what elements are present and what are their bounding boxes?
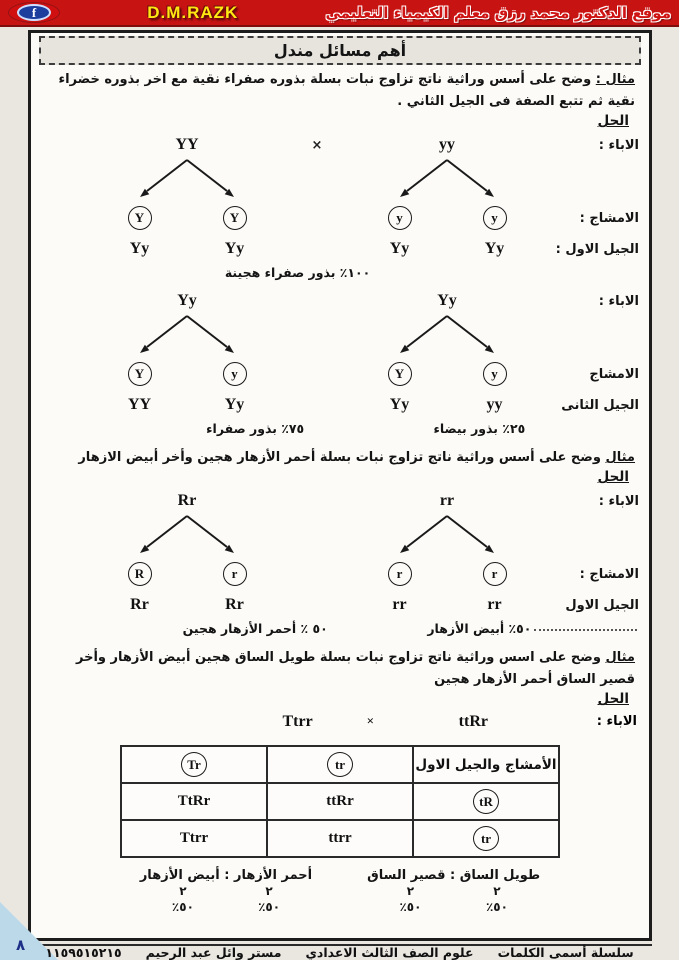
ratio-summary	[37, 868, 643, 915]
parent-genotype: YY	[175, 136, 199, 154]
example-3-text: مثال وضح على اسس وراثية ناتج تزاوج نبات بسلة طويل الساق هجين أبيض الأزهار وأخر قصير الساق أحمر الأزهار هجين	[76, 650, 635, 688]
table-cell: Ttrr	[121, 820, 267, 857]
ratio-item	[153, 884, 213, 915]
cross4-parents-row	[37, 711, 643, 737]
cross-diagram-3	[37, 489, 643, 621]
site-logo-text: D.M.RAZK	[147, 2, 239, 22]
footer-teacher: مستر وائل عبد الرحيم	[145, 945, 282, 960]
ratio-percent: ٥٠٪	[485, 900, 508, 915]
offspring-label: الجيل الاول :	[555, 241, 639, 257]
ratio-percent: ٥٠٪	[171, 900, 194, 915]
dotted-leader	[534, 629, 637, 631]
page-number: ٨	[16, 936, 26, 954]
fork-arrows-icon	[352, 313, 542, 359]
gamete-circle: Y	[128, 206, 152, 230]
cross3-gametes-row	[92, 559, 542, 589]
gametes-label: الامشاج :	[579, 210, 639, 226]
result-text: ٥٠٪ أبيض الأزهار	[427, 621, 532, 637]
gametes-label: الامشاج :	[579, 566, 639, 582]
ratio-item	[467, 884, 527, 915]
offspring-genotype: Yy	[389, 396, 410, 414]
offspring-genotype: YY	[127, 396, 152, 414]
cross1-labels	[542, 133, 643, 265]
parent-genotype: Ttrr	[282, 713, 313, 731]
cross3-parents-row	[92, 489, 542, 513]
gamete-circle: y	[483, 206, 507, 230]
offspring-genotype: rr	[487, 596, 502, 614]
parent-genotype: ttRr	[458, 713, 488, 731]
table-cell	[121, 746, 267, 783]
cross3-arrows-row	[92, 513, 542, 559]
table-row	[121, 783, 559, 820]
cross-sign: ×	[311, 137, 323, 153]
punnett-table	[120, 745, 560, 858]
ratio-group-flower	[140, 868, 312, 915]
cross1-arrows-row	[92, 157, 542, 203]
ratio-group-stem	[367, 868, 540, 915]
solution-label-1: الحل	[597, 113, 629, 130]
gamete-circle: tr	[473, 826, 499, 851]
cross1-offspring-row	[92, 233, 542, 265]
gamete-circle: tR	[473, 789, 499, 814]
ratio-percent: ٥٠٪	[399, 900, 422, 915]
parent-genotype: Rr	[177, 492, 197, 510]
parent-genotype: yy	[439, 136, 455, 154]
fork-arrows-icon	[92, 313, 282, 359]
ratio-count: ٢	[265, 884, 273, 899]
cross2-labels	[542, 289, 643, 421]
footer-phone: ١١٥٩٥١٥٢١٥	[45, 945, 122, 960]
offspring-genotype: Rr	[225, 596, 244, 614]
example-2-text: مثال وضح على أسس وراثية ناتج تزاوج نبات بسلة أحمر الأزهار هجين وأخر أبيض الازهار	[78, 450, 635, 466]
cross3-result-row	[37, 621, 643, 643]
gamete-circle: y	[223, 362, 247, 386]
gametes-label: الامشاج	[589, 366, 639, 382]
gamete-circle: r	[388, 562, 412, 586]
cross3-offspring-row	[92, 589, 542, 621]
table-row	[121, 746, 559, 783]
table-cell	[413, 783, 559, 820]
ratio-item	[239, 884, 299, 915]
site-banner	[0, 0, 679, 27]
cross-sign: ×	[366, 713, 375, 729]
cross-diagram-2	[37, 289, 643, 421]
cross-diagram-1	[37, 133, 643, 265]
cross2-arrows-row	[92, 313, 542, 359]
offspring-label: الجيل الثانى	[561, 397, 639, 413]
page-title: أهم مسائل مندل	[39, 36, 641, 65]
gamete-circle: r	[483, 562, 507, 586]
site-title: موقع الدكتور محمد رزق معلم الكيمياء التعليمي	[325, 3, 671, 22]
gamete-circle: tr	[327, 752, 353, 777]
example-1-text: مثال : وضح على أسس وراثية ناتج تزاوج نبات بسلة بذوره صفراء نقية مع اخر بذوره خضراء نقية ثم تتبع الصفة فى الجيل الثاني .	[58, 72, 635, 110]
page-frame	[28, 30, 652, 941]
cross3-labels	[542, 489, 643, 621]
gamete-circle: y	[388, 206, 412, 230]
offspring-genotype: Rr	[130, 596, 149, 614]
offspring-label: الجيل الاول	[565, 597, 639, 613]
offspring-genotype: Yy	[224, 396, 245, 414]
table-cell: ttRr	[267, 783, 413, 820]
solution-label-3: الحل	[597, 691, 629, 708]
result-text: ٥٠ ٪ أحمر الأزهار هجين	[182, 621, 328, 637]
parent-genotype: Yy	[177, 292, 197, 310]
ratio-count: ٢	[493, 884, 501, 899]
offspring-genotype: rr	[392, 596, 407, 614]
result-text: ٧٥٪ بذور صفراء	[206, 421, 305, 437]
solution-label-2: الحل	[597, 469, 629, 486]
result-text: ٢٥٪ بذور بيضاء	[433, 421, 526, 437]
gamete-circle: R	[128, 562, 152, 586]
ratio-label: أحمر الأزهار : أبيض الأزهار	[139, 868, 313, 884]
footer-subject: علوم الصف الثالث الاعدادي	[305, 945, 474, 960]
ratio-count: ٢	[406, 884, 415, 899]
gamete-circle: Y	[388, 362, 412, 386]
ratio-percent: ٥٠٪	[258, 900, 281, 915]
ratio-label: طويل الساق : قصير الساق	[367, 868, 541, 884]
gamete-circle: Tr	[181, 752, 207, 777]
cross2-result-row	[37, 421, 643, 443]
gamete-circle: y	[483, 362, 507, 386]
cross1-parents-row	[92, 133, 542, 157]
cross2-offspring-row	[92, 389, 542, 421]
parents-label: الاباء :	[598, 293, 639, 309]
fork-arrows-icon	[352, 513, 542, 559]
gamete-circle: Y	[223, 206, 247, 230]
table-row	[121, 820, 559, 857]
offspring-genotype: Yy	[484, 240, 505, 258]
gamete-circle: r	[223, 562, 247, 586]
cross2-gametes-row	[92, 359, 542, 389]
cross1-gametes-row	[92, 203, 542, 233]
facebook-icon: f	[8, 2, 60, 23]
cross2-parents-row	[92, 289, 542, 313]
parents-label: الاباء :	[598, 493, 639, 509]
parents-label: الاباء :	[596, 714, 637, 730]
offspring-genotype: Yy	[129, 240, 150, 258]
example-label: مثال	[605, 450, 635, 466]
parent-genotype: Yy	[437, 292, 457, 310]
footer-series: سلسلة أسمى الكلمات	[497, 945, 634, 960]
table-header-cell: الأمشاج والجيل الاول	[413, 746, 559, 783]
footer	[0, 945, 679, 960]
offspring-genotype: Yy	[389, 240, 410, 258]
table-cell	[413, 820, 559, 857]
fork-arrows-icon	[352, 157, 542, 203]
ratio-item	[380, 884, 440, 915]
example-label: مثال :	[595, 72, 635, 87]
fork-arrows-icon	[92, 513, 282, 559]
table-cell: TtRr	[121, 783, 267, 820]
ratio-count: ٢	[179, 884, 187, 899]
cross1-result-row	[37, 265, 643, 287]
offspring-genotype: yy	[486, 396, 503, 414]
gamete-circle: Y	[128, 362, 152, 386]
parent-genotype: rr	[439, 492, 455, 510]
parents-label: الاباء :	[598, 137, 639, 153]
offspring-genotype: Yy	[224, 240, 245, 258]
example-label: مثال	[605, 650, 635, 666]
table-cell: ttrr	[267, 820, 413, 857]
table-cell	[267, 746, 413, 783]
result-text: ١٠٠٪ بذور صفراء هجينة	[224, 265, 371, 281]
fork-arrows-icon	[92, 157, 282, 203]
